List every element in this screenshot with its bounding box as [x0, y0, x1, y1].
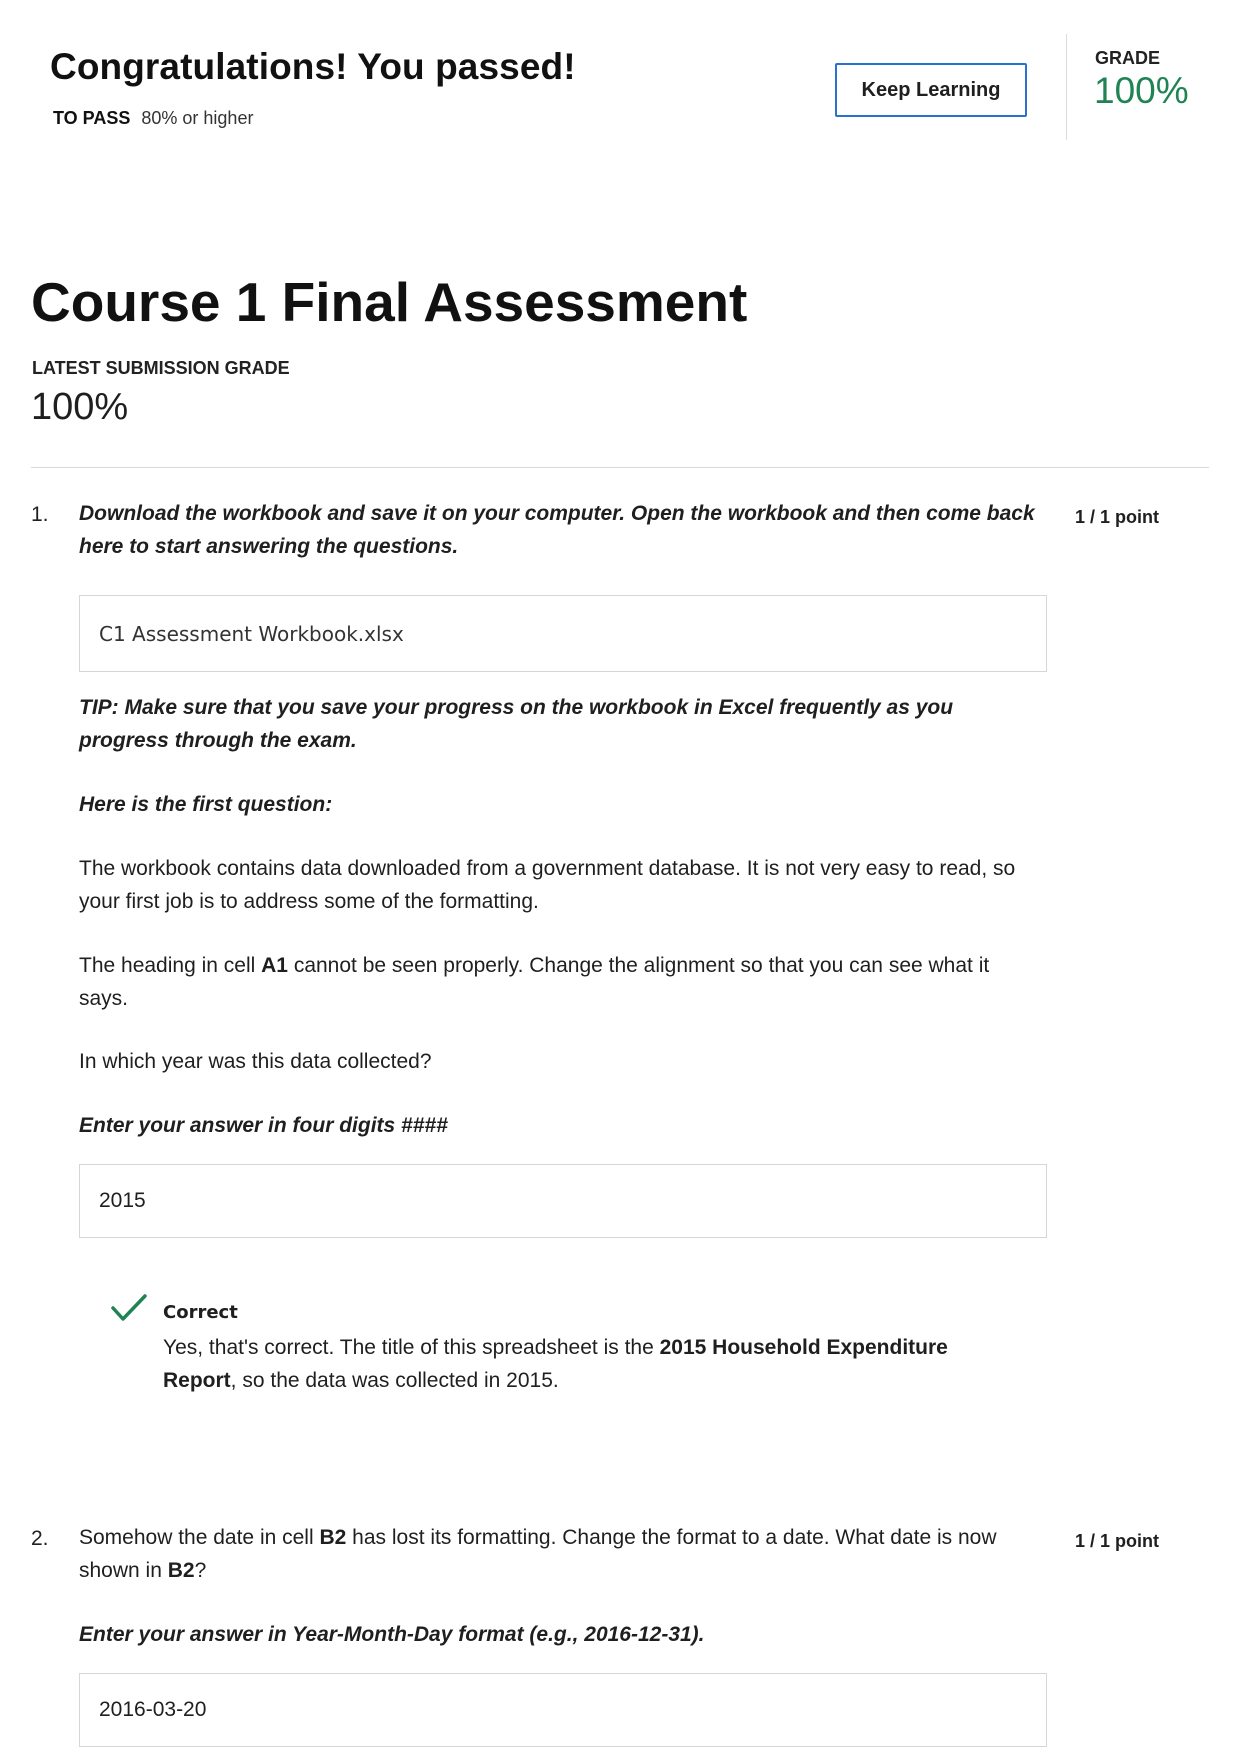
answer-instruction: Enter your answer in four digits ####: [79, 1114, 448, 1137]
feedback-status: Correct: [163, 1302, 238, 1323]
question-intro: Download the workbook and save it on your computer. Open the workbook and then come back here to start answering the questions.: [79, 502, 1035, 558]
question-number: 1.: [31, 503, 49, 526]
latest-grade-label: LATEST SUBMISSION GRADE: [32, 358, 290, 378]
cell-reference: A1: [261, 954, 288, 977]
file-name[interactable]: C1 Assessment Workbook.xlsx: [99, 621, 404, 646]
cell-reference: B2: [167, 1559, 195, 1582]
page-title: Course 1 Final Assessment: [31, 271, 748, 333]
result-banner: [0, 0, 1240, 160]
tip-text: TIP: Make sure that you save your progress on the workbook in Excel frequently as you progress through the exam.: [79, 696, 954, 752]
pass-requirement: [53, 108, 253, 129]
text-run: cannot be seen properly. Change the alignment so that you can see what it says.: [79, 954, 990, 1010]
grade-label: GRADE: [1095, 48, 1161, 68]
answer-field[interactable]: [79, 1673, 1047, 1747]
text-run: Yes, that's correct. The title of this spreadsheet is the: [163, 1336, 660, 1359]
cell-reference: B2: [319, 1526, 347, 1549]
answer-field[interactable]: [79, 1164, 1047, 1238]
question-number: 2.: [31, 1527, 49, 1550]
keep-learning-button[interactable]: Keep Learning: [835, 63, 1027, 117]
answer-value: 2016-03-20: [99, 1698, 207, 1721]
to-pass-value: 80% or higher: [141, 108, 254, 128]
question-points: 1 / 1 point: [1075, 507, 1160, 527]
answer-instruction: Enter your answer in Year-Month-Day format (e.g., 2016-12-31).: [79, 1623, 705, 1646]
workbook-file-link[interactable]: [79, 595, 1047, 672]
question-prompt: In which year was this data collected?: [79, 1050, 432, 1073]
result-title: Congratulations! You passed!: [50, 46, 576, 87]
text-run: ?: [194, 1559, 207, 1582]
answer-value: 2015: [99, 1189, 146, 1212]
grade-value: 100%: [1094, 70, 1189, 111]
question-points: 1 / 1 point: [1075, 1531, 1160, 1551]
feedback-text: [163, 1331, 1023, 1397]
report-title: 2015 Household Expenditure Report: [163, 1336, 948, 1392]
question-paragraph: [79, 949, 1039, 1015]
text-run: The heading in cell: [79, 954, 262, 977]
first-question-label: Here is the first question:: [79, 793, 333, 816]
text-run: , so the data was collected in 2015.: [230, 1369, 559, 1392]
latest-grade-value: 100%: [31, 386, 129, 428]
text-run: has lost its formatting. Change the format to a date. What date is now shown in: [79, 1526, 997, 1582]
question-paragraph: The workbook contains data downloaded from a government database. It is not very easy to read, so your first job is to address some of the formatting.: [79, 857, 1016, 913]
section-divider: [31, 467, 1209, 468]
text-run: Somehow the date in cell: [79, 1526, 320, 1549]
banner-divider: [1066, 34, 1067, 140]
question-text: [79, 1521, 1039, 1587]
to-pass-label: TO PASS: [53, 108, 131, 128]
check-icon: [110, 1293, 148, 1323]
